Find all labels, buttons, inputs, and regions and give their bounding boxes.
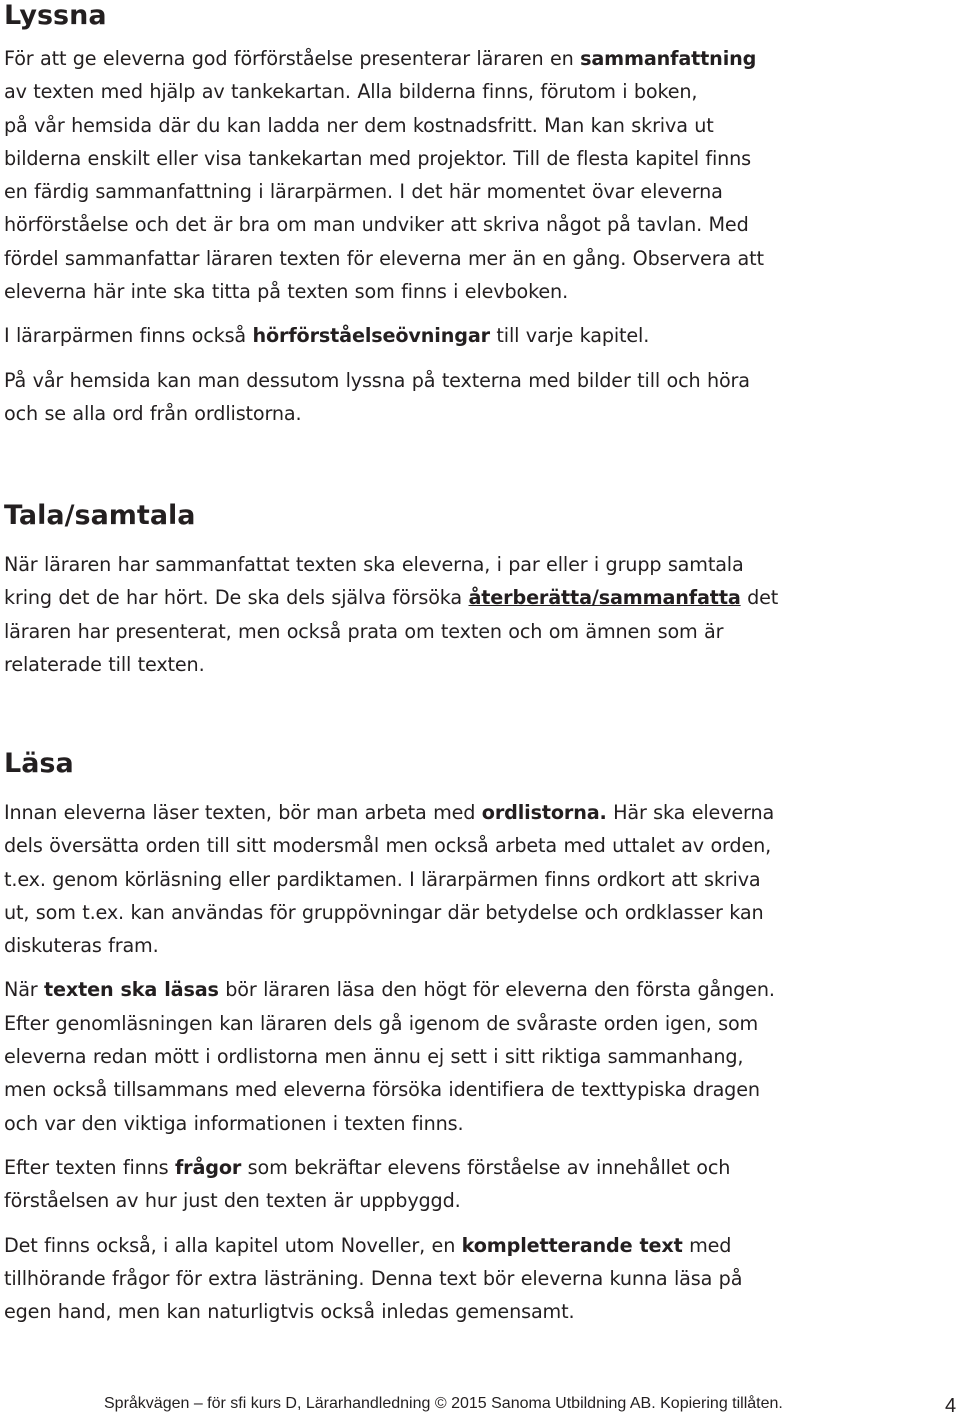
paragraph-text: till varje kapitel.	[489, 324, 650, 348]
paragraph-text: Efter texten finns	[4, 1155, 175, 1179]
emphasis-text: kompletterande text	[461, 1233, 683, 1257]
paragraph-text: med tillhörande frågor för extra lästräning. Denna text bör eleverna kunna läsa på egen hand, men kan naturligtvis också inledas gemensamt.	[4, 1233, 743, 1324]
paragraph	[4, 973, 954, 1139]
paragraph-text: Här ska eleverna dels översätta orden till sitt modersmål men också arbeta med uttalet av orden, t.ex. genom körläsning eller pardiktamen. I lärarpärmen finns ordkort att skriva ut, som t.ex. kan användas för gruppövningar där betydelse och ordklasser kan diskuteras fram.	[4, 801, 775, 958]
paragraph	[4, 796, 954, 962]
paragraph-text: För att ge eleverna god förförståelse presenterar läraren en	[4, 47, 581, 70]
emphasis-text: ordlistorna.	[481, 801, 607, 824]
paragraph	[4, 319, 954, 352]
paragraph	[4, 1151, 954, 1218]
paragraph	[4, 548, 954, 681]
paragraph	[4, 1229, 954, 1329]
emphasis-text: återberätta/sammanfatta	[468, 586, 741, 610]
paragraph-text: I lärarpärmen finns också	[4, 324, 253, 348]
paragraph	[4, 42, 954, 308]
heading-tala: Tala/samtala	[4, 500, 196, 531]
emphasis-text: sammanfattning	[580, 47, 757, 70]
paragraph-text: Det finns också, i alla kapitel utom Noveller, en	[4, 1233, 462, 1257]
page-number: 4	[945, 1395, 957, 1417]
heading-lyssna: Lyssna	[4, 0, 107, 31]
paragraph-text: På vår hemsida kan man dessutom lyssna på texterna med bilder till och höra och se alla ord från ordlistorna.	[4, 368, 750, 425]
section-lasa	[4, 748, 954, 1328]
heading-lasa: Läsa	[4, 748, 74, 779]
paragraph-text: av texten med hjälp av tankekartan. Alla bilderna finns, förutom i boken, på vår hemsida där du kan ladda ner dem kostnadsfritt. Man kan skriva ut bilderna enskilt eller visa tankekartan med projektor. Till de flesta kapitel finns en färdig sammanfattning i lärarpärmen. I det här momentet övar eleverna hörförståelse och det är bra om man undviker att skriva något på tavlan. Med fördel sammanfattar läraren texten för eleverna mer än en gång. Observera att eleverna här inte ska titta på texten som finns i elevboken.	[4, 80, 764, 304]
paragraph	[4, 364, 954, 431]
paragraph-text: det läraren har presenterat, men också prata om texten och om ämnen som är relaterade till texten.	[4, 586, 779, 676]
paragraph-text: Innan eleverna läser texten, bör man arbeta med	[4, 801, 482, 824]
emphasis-text: texten ska läsas	[44, 978, 219, 1002]
emphasis-text: frågor	[174, 1155, 242, 1179]
section-lyssna	[4, 0, 954, 430]
paragraph-text: bör läraren läsa den högt för eleverna den första gången. Efter genomläsningen kan läraren dels gå igenom de svåraste orden igen, som eleverna redan mött i ordlistorna men ännu ej sett i sitt riktiga sammanhang, men också tillsammans med eleverna försöka identifiera de texttypiska dragen och var den viktiga informationen i texten finns.	[4, 978, 775, 1135]
paragraph-text: som bekräftar elevens förståelse av innehållet och förståelsen av hur just den texten är uppbyggd.	[4, 1155, 731, 1213]
paragraph-text: När läraren har sammanfattat texten ska eleverna, i par eller i grupp samtala kring det de har hört. De ska dels själva försöka	[4, 553, 744, 610]
emphasis-text: hörförståelseövningar	[252, 324, 490, 348]
section-tala	[4, 500, 954, 681]
paragraph-text: När	[4, 978, 44, 1002]
footer-text: Språkvägen – för sfi kurs D, Lärarhandledning © 2015 Sanoma Utbildning AB. Kopiering tillåten.	[104, 1395, 783, 1412]
